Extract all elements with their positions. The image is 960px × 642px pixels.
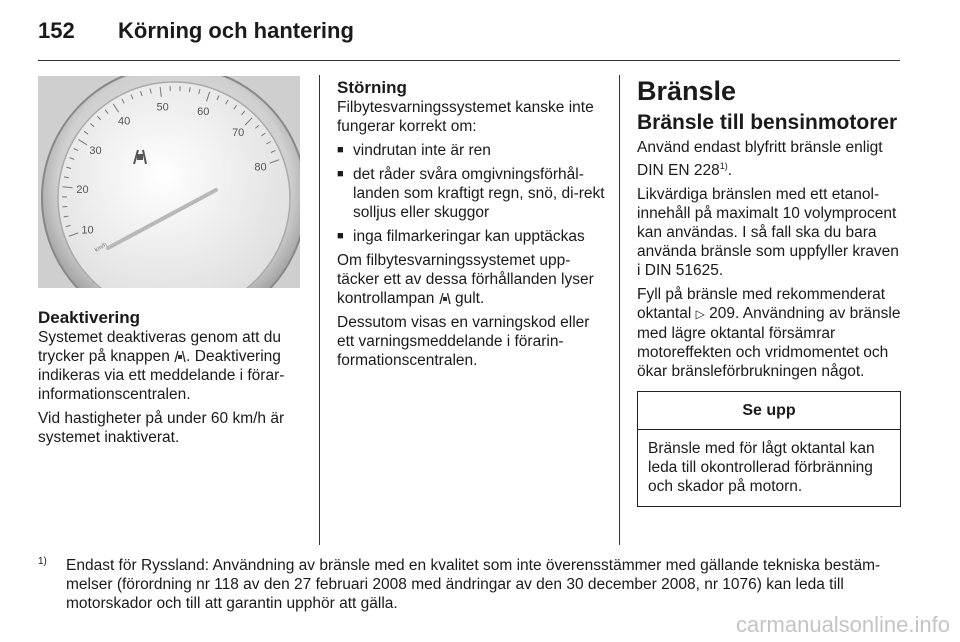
speed-label: 60 xyxy=(197,105,210,118)
deactivation-paragraph-2: Vid hastigheter på under 60 km/h är systemet inaktiverat. xyxy=(38,410,285,446)
header-rule xyxy=(38,60,900,61)
page-number: 152 xyxy=(38,18,75,43)
footnote-marker: 1) xyxy=(38,556,47,567)
caution-body: Bränsle med för lågt oktantal kan leda till okontrollerad förbränning och skador på motorn. xyxy=(648,440,875,496)
caution-box xyxy=(637,391,901,507)
fuel-heading: Bränsle xyxy=(637,76,737,106)
lane-departure-icon xyxy=(174,350,186,363)
fault-heading: Störning xyxy=(337,78,407,97)
footnote-text: Endast för Ryssland: Användning av bränsle med en kvalitet som inte överensstämmer med gällande tekniska bestäm-melser (förordning nr 118 av den 27 februari 2008 med ändringar av den 30 december 2008, nr 1076) kan leda till motorskador och till att garantin upphör att gälla. xyxy=(66,557,881,612)
footnote xyxy=(38,556,908,613)
unit-label: km/h xyxy=(94,242,109,254)
column-divider-right xyxy=(619,75,620,545)
deactivation-heading: Deaktivering xyxy=(38,308,141,327)
fault-detect-paragraph: Om filbytesvarningssystemet upp-täcker ett av dessa förhållanden lyser kontrollampan gult. xyxy=(337,252,594,307)
fault-intro: Filbytesvarningssystemet kanske inte fungerar korrekt om: xyxy=(337,99,594,135)
deactivation-section xyxy=(38,308,306,452)
petrol-fuel-heading: Bränsle till bensinmotorer xyxy=(637,111,898,134)
speed-label: 10 xyxy=(81,224,94,237)
speedometer-illustration xyxy=(38,76,300,288)
speedometer-figure xyxy=(38,76,300,288)
speed-label: 50 xyxy=(156,101,169,114)
lane-departure-icon xyxy=(439,292,451,305)
page-reference-link[interactable]: 209 xyxy=(709,305,736,323)
fuel-paragraph-3: Fyll på bränsle med rekommenderat oktantal ▷ 209. Användning av bränsle med lägre oktantal försämrar motoreffekten och vridmomentet och ökar bränsleförbrukningen något. xyxy=(637,286,901,381)
list-item: ■ det råder svåra omgivningsförhål-landen som kraftigt regn, snö, di-rekt solljus eller skuggor xyxy=(337,165,609,222)
watermark: carmanualsonline.info xyxy=(735,612,950,637)
fuel-section xyxy=(637,74,905,507)
speed-label: 30 xyxy=(89,145,102,157)
page-reference-arrow-icon: ▷ xyxy=(695,307,705,322)
fault-section xyxy=(337,78,609,375)
footnote-reference[interactable]: 1) xyxy=(719,161,728,171)
speed-label: 40 xyxy=(117,115,131,128)
chapter-title: Körning och hantering xyxy=(118,18,354,43)
minor-tick xyxy=(189,87,190,92)
fuel-paragraph-2: Likvärdiga bränslen med ett etanol-innehåll på maximalt 10 volymprocent kan användas. I så fall ska du bara använda bränsle som uppfyller kraven i DIN 51625. xyxy=(637,186,899,280)
list-item: ■ vindrutan inte är ren xyxy=(337,141,609,160)
speed-label: 20 xyxy=(76,183,89,196)
fault-warning-paragraph: Dessutom visas en varningskod eller ett varningsmeddelande i förarin-formationscentralen. xyxy=(337,314,590,369)
fault-list xyxy=(337,141,609,246)
speed-label: 80 xyxy=(254,161,267,174)
column-divider-left xyxy=(319,75,320,545)
deactivation-paragraph-1: Systemet deaktiveras genom att du trycker på knappen . Deaktivering indikeras via ett meddelande i förar-informationscentralen. xyxy=(38,329,285,403)
speed-label: 70 xyxy=(232,127,245,140)
caution-title: Se upp xyxy=(638,392,900,430)
fuel-paragraph-1: Använd endast blyfritt bränsle enligt DIN EN 228$^{1)}$. xyxy=(637,139,883,180)
list-item: ■ inga filmarkeringar kan upptäckas xyxy=(337,227,609,246)
